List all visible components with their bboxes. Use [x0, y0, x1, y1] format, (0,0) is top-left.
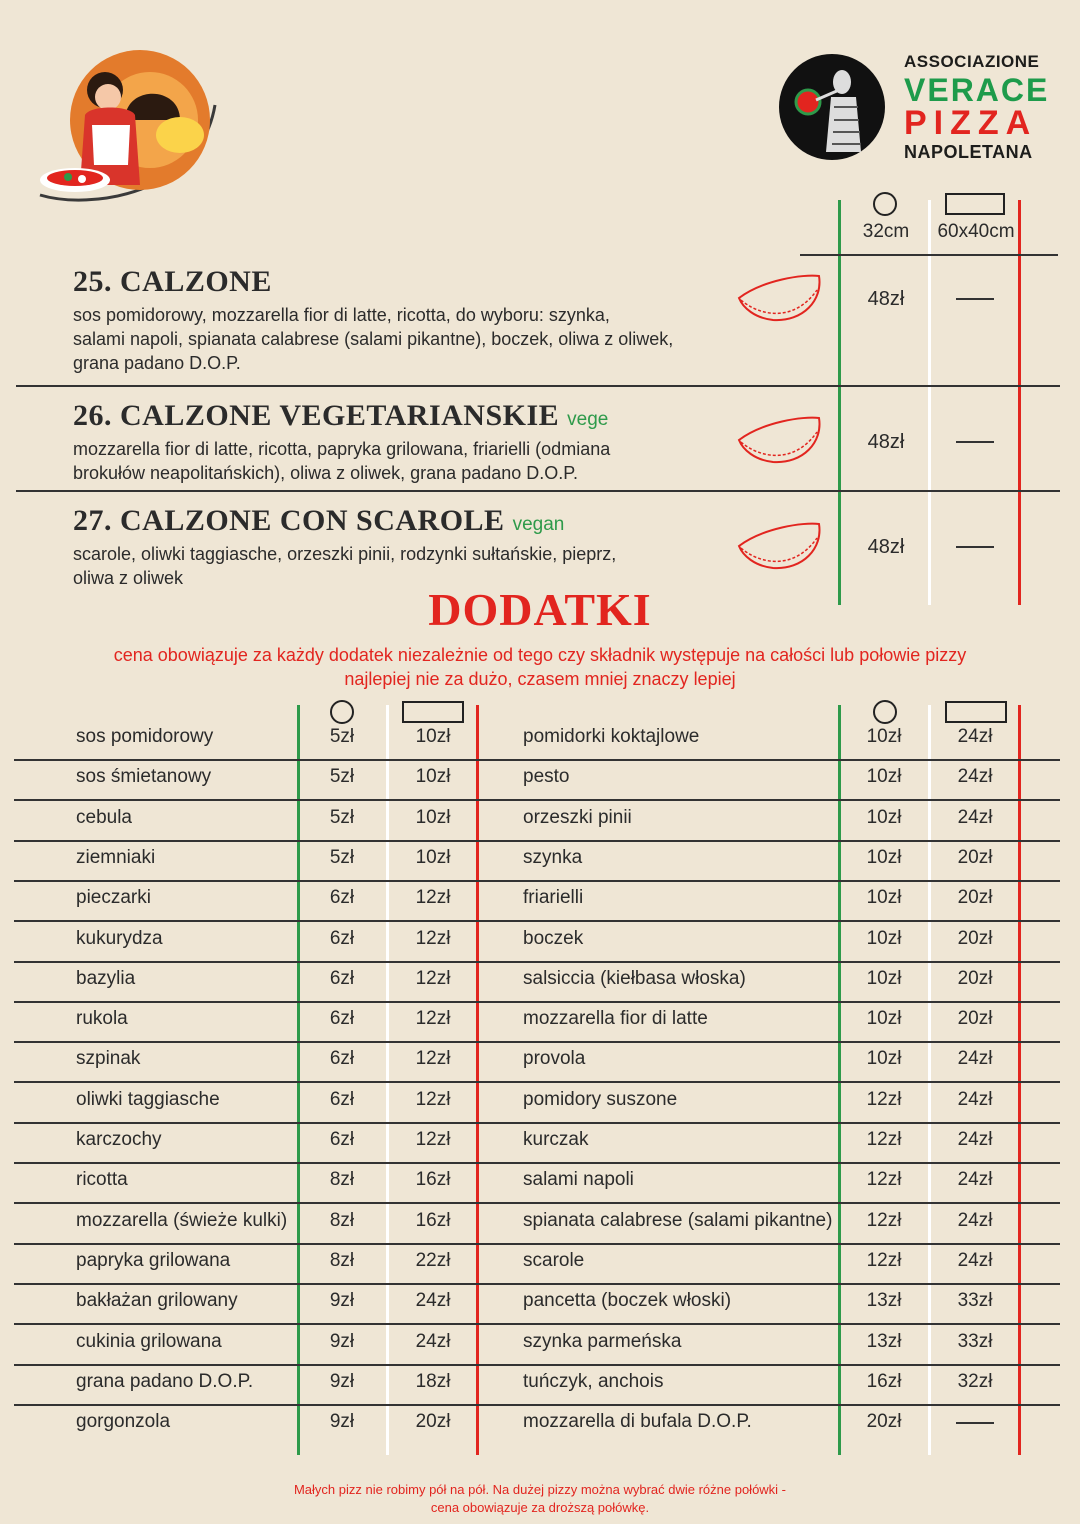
- footer-line-1: Małych pizz nie robimy pół na pół. Na dużej pizzy można wybrać dwie różne połówki -: [293, 1482, 787, 1497]
- price-large-unavailable: [956, 441, 994, 443]
- topping-price-small: 12zł: [866, 1089, 902, 1110]
- item-description: [73, 303, 733, 375]
- right-table-divider-white: [928, 705, 931, 1455]
- row-divider: [16, 490, 1060, 492]
- topping-price-large: 22zł: [415, 1250, 451, 1271]
- price-small: 48zł: [867, 288, 905, 310]
- topping-name: salsiccia (kiełbasa włoska): [523, 968, 746, 989]
- avpn-pulcinella-emblem: [776, 52, 888, 162]
- topping-price-small: 9zł: [329, 1411, 355, 1432]
- topping-price-large: 20zł: [957, 968, 993, 989]
- topping-price-large: 20zł: [957, 1008, 993, 1029]
- topping-name: bakłażan grilowany: [76, 1290, 238, 1311]
- topping-price-large: 12zł: [415, 1048, 451, 1069]
- item-title: [73, 399, 733, 433]
- rectangular-pizza-icon: [945, 193, 1005, 215]
- topping-price-large: 24zł: [957, 807, 993, 828]
- topping-price-small: 10zł: [866, 726, 902, 747]
- footer-line-2: cena obowiązuje za droższą połówkę.: [430, 1500, 650, 1515]
- item-title-text: 27. CALZONE CON SCAROLE: [73, 504, 505, 537]
- size-large-label: 60x40cm: [937, 221, 1015, 242]
- topping-price-small: 10zł: [866, 887, 902, 908]
- topping-price-large: 18zł: [415, 1371, 451, 1392]
- topping-price-small: 9zł: [329, 1290, 355, 1311]
- topping-price-large: 12zł: [415, 887, 451, 908]
- topping-price-large: 16zł: [415, 1210, 451, 1231]
- topping-price-small: 10zł: [866, 1048, 902, 1069]
- item-desc-line: scarole, oliwki taggiasche, orzeszki pinii, rodzynki sułtańskie, pieprz,: [73, 544, 617, 564]
- topping-name: szpinak: [76, 1048, 141, 1069]
- topping-name: gorgonzola: [76, 1411, 171, 1432]
- topping-price-large: 24zł: [957, 1089, 993, 1110]
- topping-price-small: 10zł: [866, 766, 902, 787]
- topping-name: ricotta: [76, 1169, 128, 1190]
- topping-price-large: 24zł: [957, 1048, 993, 1069]
- topping-name: sos śmietanowy: [76, 766, 212, 787]
- vege-tag: vege: [567, 409, 609, 430]
- item-desc-line: oliwa z oliwek: [73, 568, 184, 588]
- item-title-text: 26. CALZONE VEGETARIANSKIE: [73, 399, 560, 432]
- avpn-line-3: PIZZA: [904, 104, 1038, 142]
- column-divider-white: [928, 200, 931, 605]
- topping-price-large: 20zł: [957, 847, 993, 868]
- topping-price-large: 24zł: [957, 1169, 993, 1190]
- topping-name: mozzarella (świeże kulki): [76, 1210, 288, 1231]
- topping-price-small: 13zł: [866, 1290, 902, 1311]
- topping-price-large: 33zł: [957, 1331, 993, 1352]
- topping-price-large: 24zł: [957, 726, 993, 747]
- item-desc-line: sos pomidorowy, mozzarella fior di latte, ricotta, do wyboru: szynka,: [73, 305, 610, 325]
- topping-name: pesto: [523, 766, 570, 787]
- topping-price-small: 9zł: [329, 1371, 355, 1392]
- topping-price-small: 20zł: [866, 1411, 902, 1432]
- vegan-tag: vegan: [512, 514, 565, 535]
- price-large-unavailable: [956, 546, 994, 548]
- topping-name: tuńczyk, anchois: [523, 1371, 664, 1392]
- topping-price-large: 10zł: [415, 766, 451, 787]
- topping-price-small: 12zł: [866, 1169, 902, 1190]
- topping-price-large: 10zł: [415, 847, 451, 868]
- size-header-divider: [800, 254, 1058, 256]
- topping-price-small: 6zł: [329, 887, 355, 908]
- topping-price-small: 8zł: [329, 1250, 355, 1271]
- size-small-label: 32cm: [862, 221, 910, 242]
- topping-price-small: 6zł: [329, 1129, 355, 1150]
- topping-name: scarole: [523, 1250, 585, 1271]
- topping-name: provola: [523, 1048, 586, 1069]
- topping-name: pancetta (boczek włoski): [523, 1290, 732, 1311]
- column-divider-green: [838, 200, 841, 605]
- topping-name: salami napoli: [523, 1169, 634, 1190]
- topping-price-large: 10zł: [415, 807, 451, 828]
- topping-price-large: 20zł: [957, 928, 993, 949]
- item-desc-line: mozzarella fior di latte, ricotta, papryka grilowana, friarielli (odmiana: [73, 439, 611, 459]
- item-title: [73, 265, 733, 299]
- topping-name: pomidorki koktajlowe: [523, 726, 700, 747]
- item-title: [73, 504, 733, 538]
- left-table-divider-red: [476, 705, 479, 1455]
- topping-price-small: 12zł: [866, 1210, 902, 1231]
- price-large-unavailable: [956, 1422, 994, 1424]
- left-table-divider-white: [386, 705, 389, 1455]
- topping-name: bazylia: [76, 968, 136, 989]
- item-desc-line: salami napoli, spianata calabrese (salami pikantne), boczek, oliwa z oliwek,: [73, 329, 674, 349]
- dodatki-note-line-2: najlepiej nie za dużo, czasem mniej znaczy lepiej: [344, 669, 736, 689]
- left-table-divider-green: [297, 705, 300, 1455]
- topping-name: ziemniaki: [76, 847, 156, 868]
- topping-name: spianata calabrese (salami pikantne): [523, 1210, 833, 1231]
- topping-price-small: 9zł: [329, 1331, 355, 1352]
- calzone-item: [73, 265, 733, 375]
- price-small: 48zł: [867, 536, 905, 558]
- topping-price-small: 5zł: [329, 847, 355, 868]
- right-table-divider-green: [838, 705, 841, 1455]
- avpn-wordmark: [904, 52, 1050, 163]
- topping-name: orzeszki pinii: [523, 807, 632, 828]
- pizza-girl-logo: [30, 45, 230, 205]
- topping-price-small: 5zł: [329, 807, 355, 828]
- topping-name: kukurydza: [76, 928, 163, 949]
- topping-price-small: 5zł: [329, 726, 355, 747]
- topping-name: pieczarki: [76, 887, 151, 908]
- topping-price-small: 5zł: [329, 766, 355, 787]
- topping-price-large: 24zł: [415, 1331, 451, 1352]
- topping-name: friarielli: [523, 887, 584, 908]
- row-divider: [16, 385, 1060, 387]
- avpn-line-4: NAPOLETANA: [904, 142, 1033, 162]
- topping-price-small: 12zł: [866, 1129, 902, 1150]
- topping-price-small: 10zł: [866, 847, 902, 868]
- topping-name: grana padano D.O.P.: [76, 1371, 254, 1392]
- column-divider-red: [1018, 200, 1021, 605]
- topping-price-large: 33zł: [957, 1290, 993, 1311]
- price-small: 48zł: [867, 431, 905, 453]
- item-description: [73, 437, 733, 485]
- topping-price-large: 24zł: [957, 1129, 993, 1150]
- topping-name: cukinia grilowana: [76, 1331, 222, 1352]
- item-desc-line: brokułów neapolitańskich), oliwa z oliwek, grana padano D.O.P.: [73, 463, 578, 483]
- topping-price-small: 13zł: [866, 1331, 902, 1352]
- topping-name: rukola: [76, 1008, 128, 1029]
- topping-price-large: 24zł: [957, 1250, 993, 1271]
- calzone-item: [73, 399, 733, 485]
- topping-name: karczochy: [76, 1129, 162, 1150]
- dodatki-note-line-1: cena obowiązuje za każdy dodatek niezależnie od tego czy składnik występuje na całości lub połowie pizzy: [113, 645, 967, 665]
- topping-price-large: 12zł: [415, 928, 451, 949]
- avpn-line-2: VERACE: [904, 72, 1050, 108]
- topping-price-large: 12zł: [415, 1129, 451, 1150]
- topping-name: mozzarella di bufala D.O.P.: [523, 1411, 752, 1432]
- topping-name: cebula: [76, 807, 132, 828]
- calzone-icon: [733, 518, 825, 581]
- calzone-icon: [733, 412, 825, 475]
- topping-name: mozzarella fior di latte: [523, 1008, 708, 1029]
- topping-name: oliwki taggiasche: [76, 1089, 220, 1110]
- topping-price-small: 10zł: [866, 968, 902, 989]
- topping-name: kurczak: [523, 1129, 589, 1150]
- topping-name: sos pomidorowy: [76, 726, 214, 747]
- topping-price-small: 10zł: [866, 807, 902, 828]
- calzone-item: [73, 504, 733, 590]
- topping-price-large: 24zł: [415, 1290, 451, 1311]
- topping-name: boczek: [523, 928, 584, 949]
- topping-price-large: 12zł: [415, 968, 451, 989]
- topping-price-small: 6zł: [329, 968, 355, 989]
- item-desc-line: grana padano D.O.P.: [73, 353, 241, 373]
- item-title-text: 25. CALZONE: [73, 265, 272, 298]
- topping-price-small: 6zł: [329, 1008, 355, 1029]
- topping-price-large: 20zł: [415, 1411, 451, 1432]
- topping-price-small: 6zł: [329, 1048, 355, 1069]
- topping-name: szynka: [523, 847, 583, 868]
- topping-name: papryka grilowana: [76, 1250, 231, 1271]
- topping-price-large: 24zł: [957, 1210, 993, 1231]
- price-large-unavailable: [956, 298, 994, 300]
- topping-price-small: 16zł: [866, 1371, 902, 1392]
- topping-price-small: 6zł: [329, 1089, 355, 1110]
- round-pizza-icon: [873, 192, 897, 216]
- footer-note: [0, 1481, 1080, 1517]
- topping-price-large: 12zł: [415, 1008, 451, 1029]
- topping-price-small: 10zł: [866, 928, 902, 949]
- topping-price-large: 20zł: [957, 887, 993, 908]
- topping-price-small: 10zł: [866, 1008, 902, 1029]
- avpn-line-1: ASSOCIAZIONE: [904, 52, 1040, 71]
- topping-price-small: 8zł: [329, 1169, 355, 1190]
- topping-price-large: 10zł: [415, 726, 451, 747]
- topping-price-large: 32zł: [957, 1371, 993, 1392]
- topping-price-large: 16zł: [415, 1169, 451, 1190]
- topping-name: pomidory suszone: [523, 1089, 678, 1110]
- topping-price-large: 24zł: [957, 766, 993, 787]
- topping-price-large: 12zł: [415, 1089, 451, 1110]
- topping-price-small: 12zł: [866, 1250, 902, 1271]
- topping-price-small: 8zł: [329, 1210, 355, 1231]
- dodatki-title: DODATKI: [428, 584, 652, 635]
- topping-price-small: 6zł: [329, 928, 355, 949]
- calzone-icon: [733, 270, 825, 333]
- topping-name: szynka parmeńska: [523, 1331, 682, 1352]
- right-table-divider-red: [1018, 705, 1021, 1455]
